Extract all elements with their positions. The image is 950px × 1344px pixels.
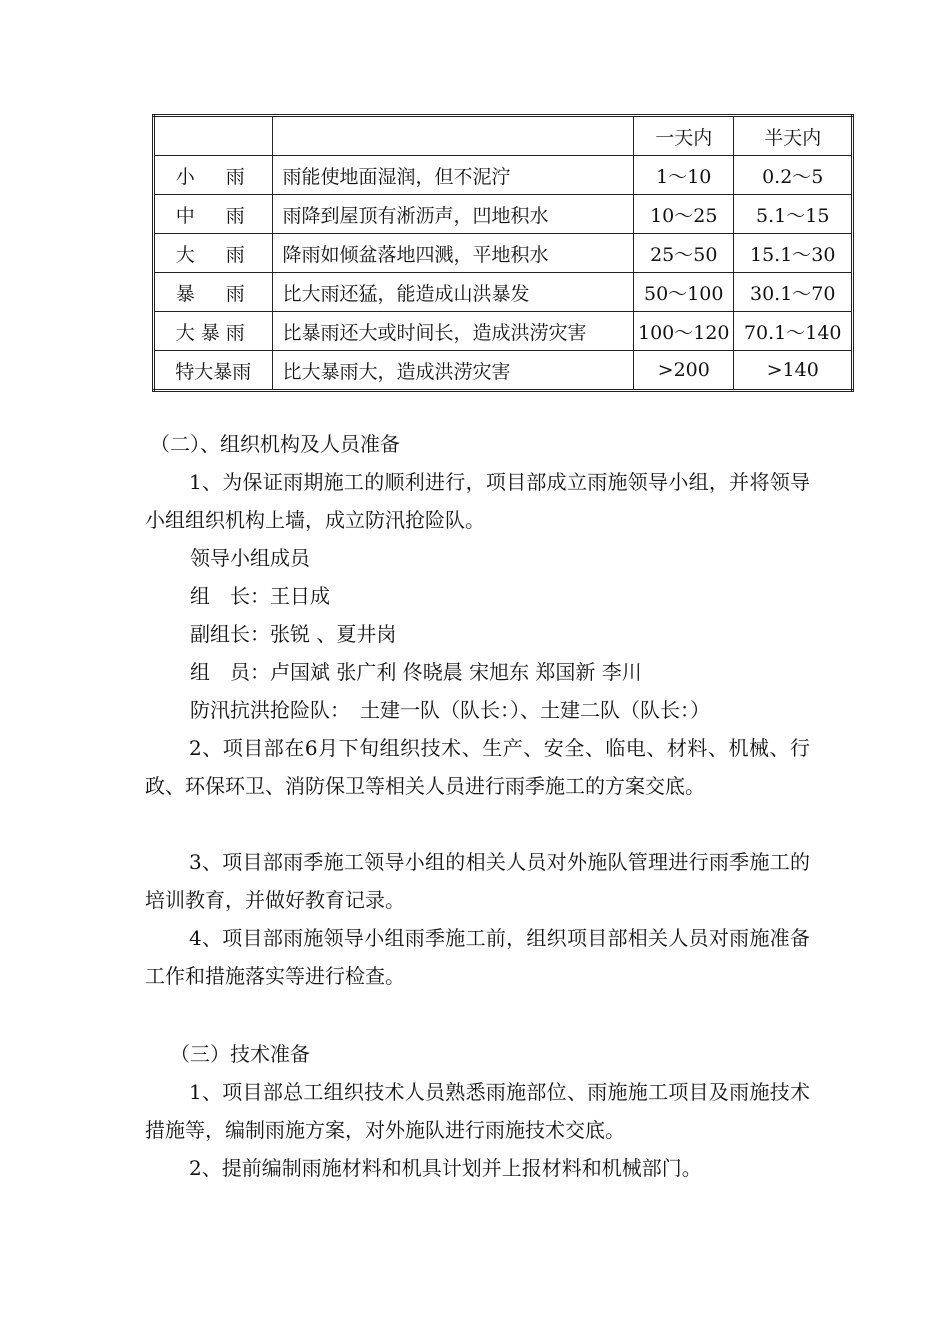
half-day-value-cell: >140 xyxy=(734,351,853,391)
header-cell xyxy=(154,116,273,156)
members-line: 组 员：卢国斌 张广利 佟晓晨 宋旭东 郑国新 李川 xyxy=(190,660,642,684)
day-value-cell: 10～25 xyxy=(634,195,734,234)
table-row xyxy=(154,234,853,273)
table-header-row xyxy=(154,116,853,156)
grade-cell: 暴 雨 xyxy=(154,273,273,312)
leader-line: 组 长：王日成 xyxy=(190,584,330,608)
desc-cell: 比暴雨还大或时间长，造成洪涝灾害 xyxy=(272,312,634,351)
table-row xyxy=(154,273,853,312)
grade-cell: 小 雨 xyxy=(154,156,273,195)
half-day-value-cell: 0.2～5 xyxy=(734,156,853,195)
section-heading-technical: （三）技术准备 xyxy=(170,1042,310,1066)
members-title: 领导小组成员 xyxy=(190,546,310,570)
paragraph: 1、项目部总工组织技术人员熟悉雨施部位、雨施施工项目及雨施技术措施等，编制雨施方案，对外施队进行雨施技术交底。 xyxy=(145,1080,810,1142)
half-day-value-cell: 5.1～15 xyxy=(734,195,853,234)
flood-team-line: 防汛抗洪抢险队： 土建一队（队长：）、土建二队（队长：） xyxy=(190,698,710,722)
grade-cell: 特大暴雨 xyxy=(154,351,273,391)
half-day-value-cell: 70.1～140 xyxy=(734,312,853,351)
table-row xyxy=(154,312,853,351)
grade-cell: 大 雨 xyxy=(154,234,273,273)
day-value-cell: 100～120 xyxy=(634,312,734,351)
day-value-cell: 1～10 xyxy=(634,156,734,195)
day-value-cell: >200 xyxy=(634,351,734,391)
paragraph: 4、项目部雨施领导小组雨季施工前，组织项目部相关人员对雨施准备工作和措施落实等进行检查。 xyxy=(145,926,810,988)
day-value-cell: 25～50 xyxy=(634,234,734,273)
rainfall-grade-table xyxy=(152,114,854,392)
half-day-value-cell: 15.1～30 xyxy=(734,234,853,273)
paragraph: 3、项目部雨季施工领导小组的相关人员对外施队管理进行雨季施工的培训教育，并做好教育记录。 xyxy=(145,850,810,912)
desc-cell: 比大暴雨大，造成洪涝灾害 xyxy=(272,351,634,391)
table-row xyxy=(154,195,853,234)
header-cell-half-day: 半天内 xyxy=(734,116,853,156)
half-day-value-cell: 30.1～70 xyxy=(734,273,853,312)
day-value-cell: 50～100 xyxy=(634,273,734,312)
desc-cell: 雨能使地面湿润，但不泥泞 xyxy=(272,156,634,195)
deputy-leader-line: 副组长：张锐 、夏井岗 xyxy=(190,622,397,646)
paragraph: 2、提前编制雨施材料和机具计划并上报材料和机械部门。 xyxy=(189,1156,702,1180)
desc-cell: 比大雨还猛，能造成山洪暴发 xyxy=(272,273,634,312)
paragraph: 2、项目部在6月下旬组织技术、生产、安全、临电、材料、机械、行政、环保环卫、消防保卫等相关人员进行雨季施工的方案交底。 xyxy=(145,736,810,798)
desc-cell: 降雨如倾盆落地四溅，平地积水 xyxy=(272,234,634,273)
header-cell-one-day: 一天内 xyxy=(634,116,734,156)
paragraph: 1、为保证雨期施工的顺利进行，项目部成立雨施领导小组，并将领导小组组织机构上墙，成立防汛抢险队。 xyxy=(145,470,810,532)
section-heading-organization: （二）、组织机构及人员准备 xyxy=(150,432,400,456)
table-row xyxy=(154,351,853,391)
desc-cell: 雨降到屋顶有淅沥声，凹地积水 xyxy=(272,195,634,234)
grade-cell: 大暴雨 xyxy=(154,312,273,351)
header-cell xyxy=(272,116,634,156)
table-row xyxy=(154,156,853,195)
grade-cell: 中 雨 xyxy=(154,195,273,234)
